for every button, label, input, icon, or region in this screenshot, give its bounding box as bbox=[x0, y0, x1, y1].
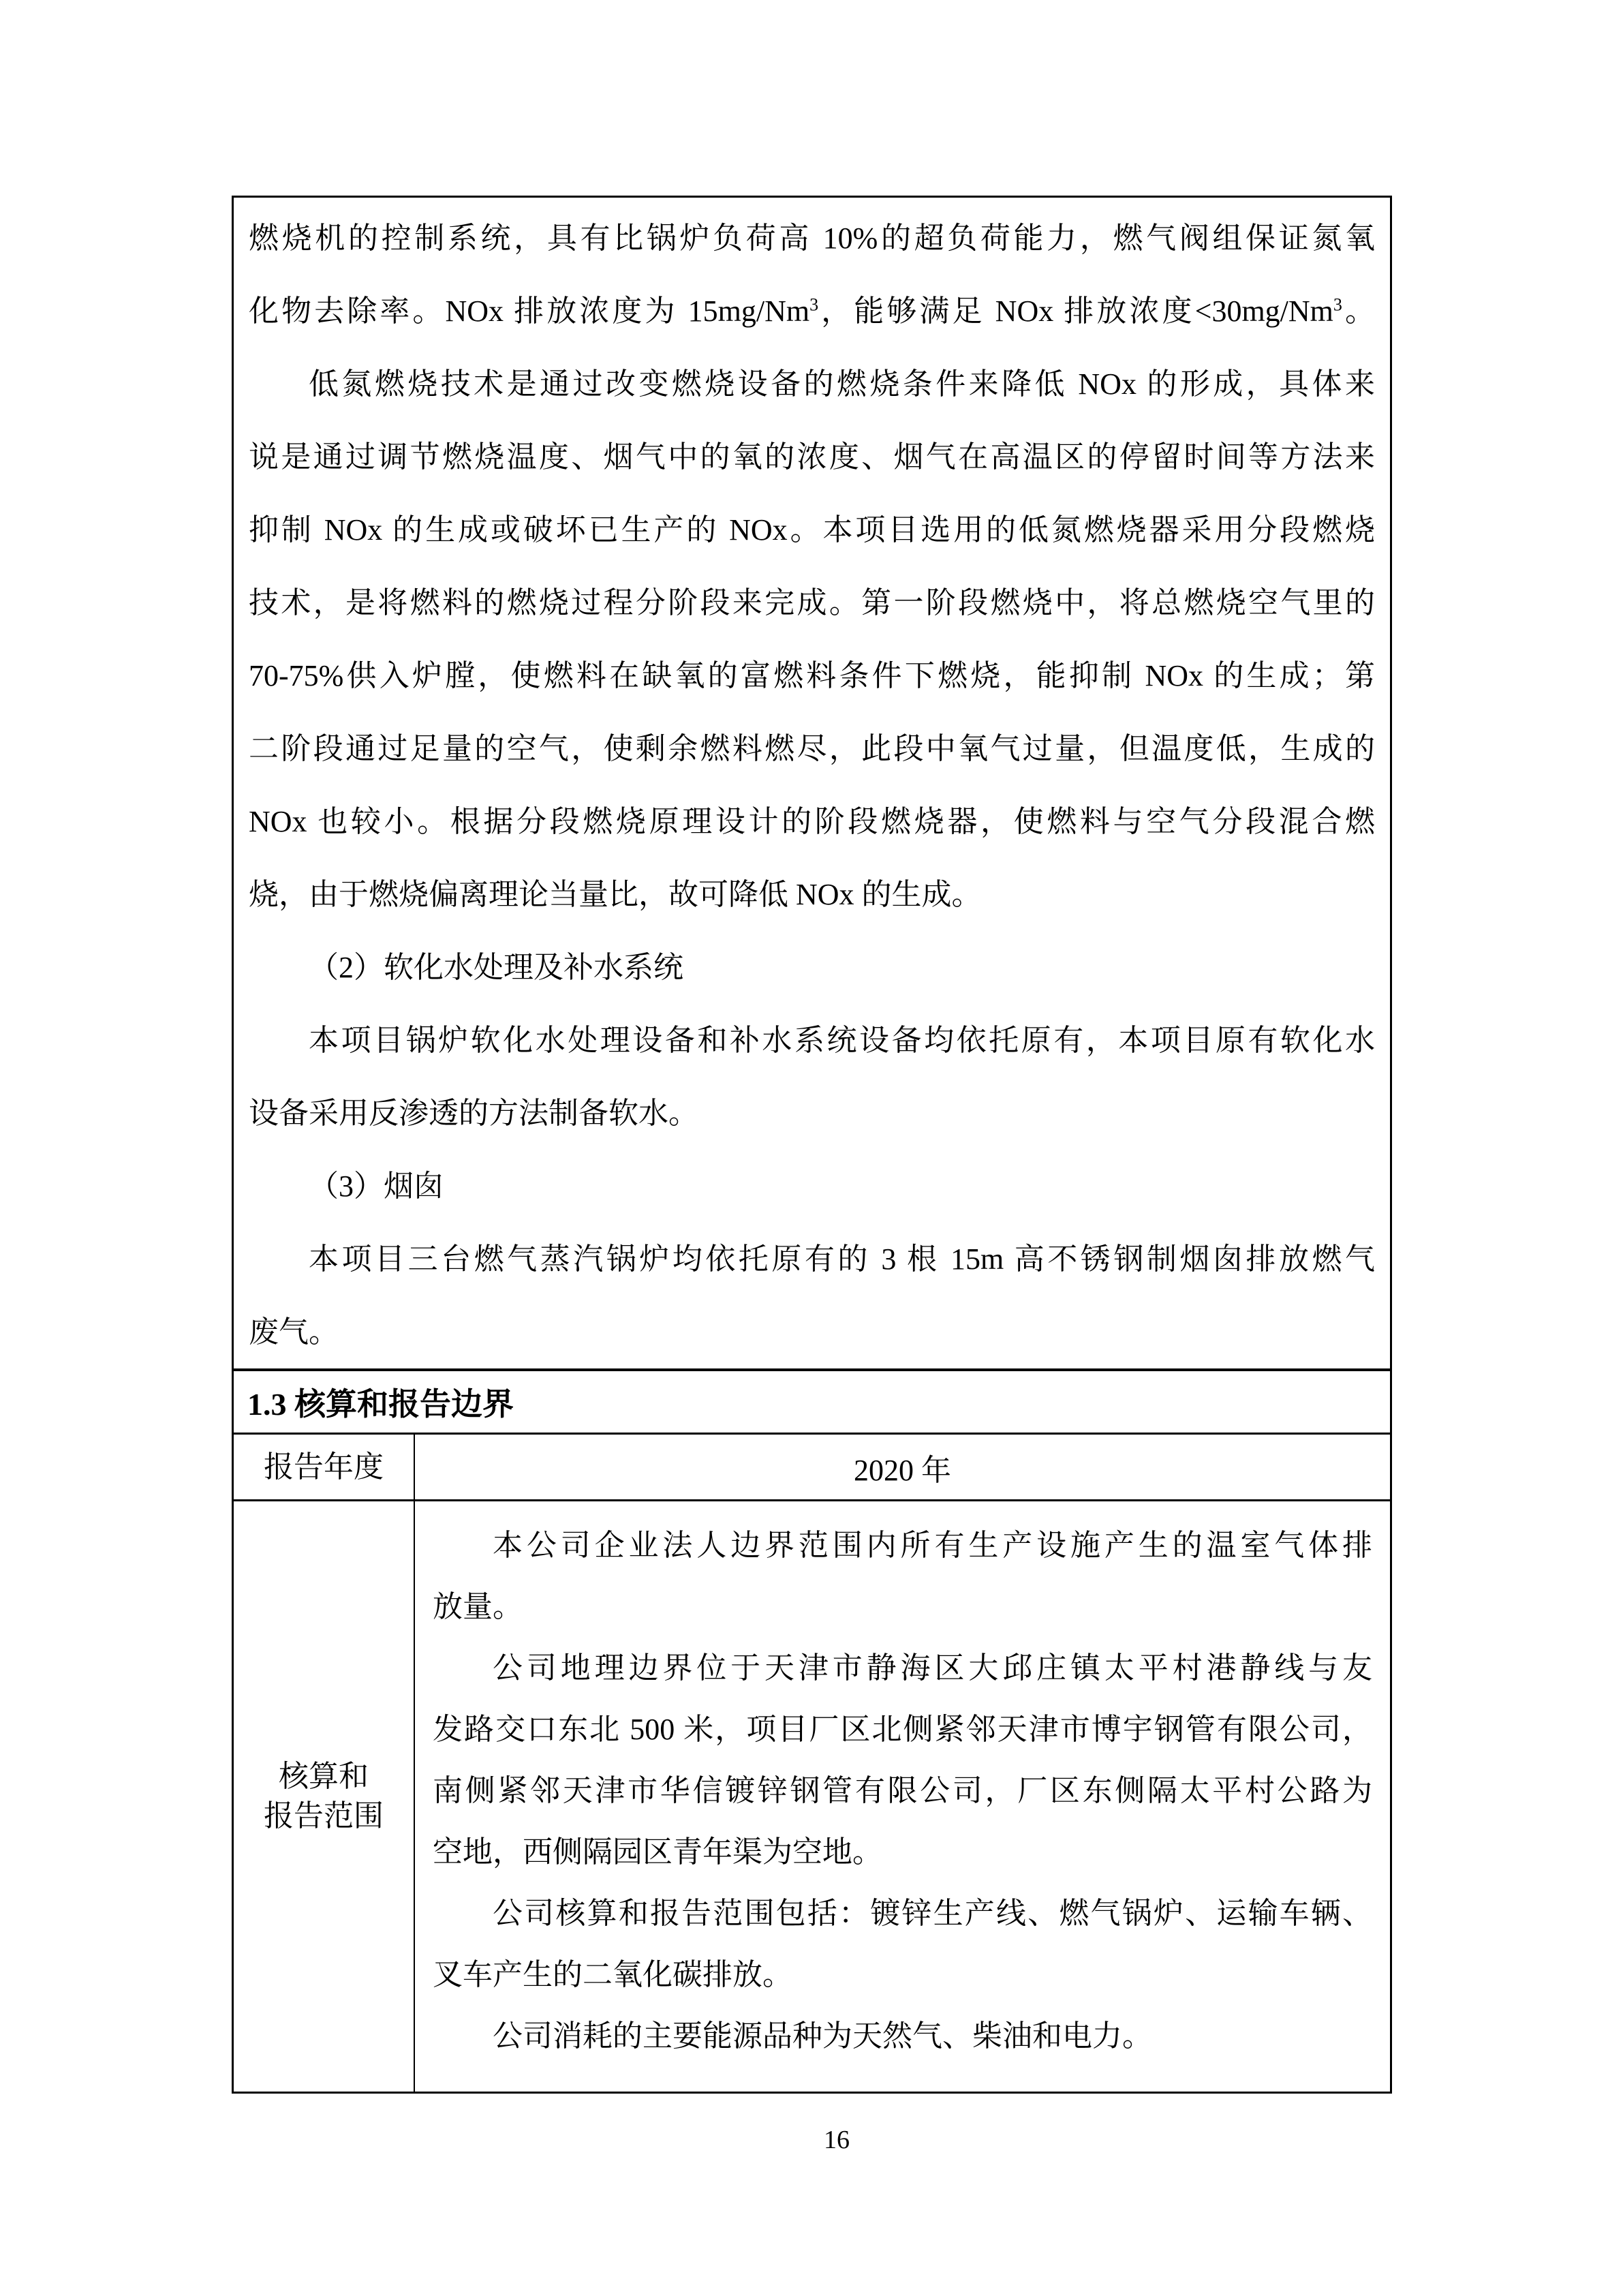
text-line: 本公司企业法人边界范围内所有生产设施产生的温室气体排 bbox=[493, 1529, 1372, 1562]
page-number: 16 bbox=[824, 2126, 850, 2154]
scope-label-line2: 报告范围 bbox=[264, 1799, 384, 1833]
scope-row bbox=[234, 1501, 1390, 2092]
section-header-row bbox=[234, 1371, 1390, 1435]
superscript-text: 3 bbox=[809, 294, 819, 315]
text-line: 技术，是将燃料的燃烧过程分阶段来完成。第一阶段燃烧中，将总燃烧空气里的 bbox=[249, 586, 1375, 619]
report-year-label: 报告年度 bbox=[234, 1435, 415, 1499]
scope-label-line1: 核算和 bbox=[279, 1760, 369, 1793]
report-table bbox=[232, 196, 1392, 2094]
text-line: 叉车产生的二氧化碳排放。 bbox=[433, 1958, 792, 1991]
text-line: 放量。 bbox=[433, 1590, 523, 1623]
text-line: 南侧紧邻天津市华信镀锌钢管有限公司，厂区东侧隔太平村公路为 bbox=[433, 1774, 1372, 1807]
text-line: 公司地理边界位于天津市静海区大邱庄镇太平村港静线与友 bbox=[493, 1651, 1372, 1685]
text-line: 低氮燃烧技术是通过改变燃烧设备的燃烧条件来降低 NOx 的形成，具体来 bbox=[309, 367, 1375, 401]
scope-content-cell bbox=[415, 1501, 1390, 2092]
text-line: 公司核算和报告范围包括：镀锌生产线、燃气锅炉、运输车辆、 bbox=[493, 1897, 1372, 1930]
section-header-title: 1.3 核算和报告边界 bbox=[247, 1387, 514, 1422]
text-line: 70-75%供入炉膛，使燃料在缺氧的富燃料条件下燃烧，能抑制 NOx 的生成；第 bbox=[249, 659, 1375, 692]
report-year-value: 2020 年 bbox=[854, 1453, 951, 1487]
text-line: NOx 也较小。根据分段燃烧原理设计的阶段燃烧器，使燃料与空气分段混合燃 bbox=[249, 805, 1375, 838]
text-line: 空地，西侧隔园区青年渠为空地。 bbox=[433, 1835, 882, 1869]
text-line: 设备采用反渗透的方法制备软水。 bbox=[249, 1097, 698, 1130]
superscript-text: 3 bbox=[1333, 294, 1342, 315]
text-line: 说是通过调节燃烧温度、烟气中的氧的浓度、烟气在高温区的停留时间等方法来 bbox=[249, 440, 1375, 474]
scope-label bbox=[234, 1501, 415, 2092]
text-line: （2）软化水处理及补水系统 bbox=[309, 951, 683, 984]
text-line: 公司消耗的主要能源品种为天然气、柴油和电力。 bbox=[493, 2019, 1152, 2053]
text-line: 发路交口东北 500 米，项目厂区北侧紧邻天津市博宇钢管有限公司， bbox=[433, 1713, 1372, 1746]
text-line: 本项目三台燃气蒸汽锅炉均依托原有的 3 根 15m 高不锈钢制烟囱排放燃气 bbox=[309, 1242, 1375, 1276]
text-line: （3）烟囱 bbox=[309, 1169, 444, 1203]
text-line: 本项目锅炉软化水处理设备和补水系统设备均依托原有，本项目原有软化水 bbox=[309, 1024, 1375, 1057]
text-line: 废气。 bbox=[249, 1315, 339, 1349]
report-year-row bbox=[234, 1435, 1390, 1501]
text-line: 化物去除率。NOx 排放浓度为 15mg/Nm$^3$，能够满足 NOx 排放浓度$<30mg/Nm^3$。 bbox=[249, 294, 1376, 328]
text-line: 燃烧机的控制系统，具有比锅炉负荷高 10%的超负荷能力，燃气阀组保证氮氧 bbox=[249, 221, 1375, 255]
text-line: 烧，由于燃烧偏离理论当量比，故可降低 NOx 的生成。 bbox=[249, 878, 982, 911]
text-line: 二阶段通过足量的空气，使剩余燃料燃尽，此段中氧气过量，但温度低，生成的 bbox=[249, 732, 1375, 765]
text-line: 抑制 NOx 的生成或破坏已生产的 NOx。本项目选用的低氮燃烧器采用分段燃烧 bbox=[249, 513, 1375, 547]
combustion-description-cell bbox=[234, 198, 1390, 1371]
